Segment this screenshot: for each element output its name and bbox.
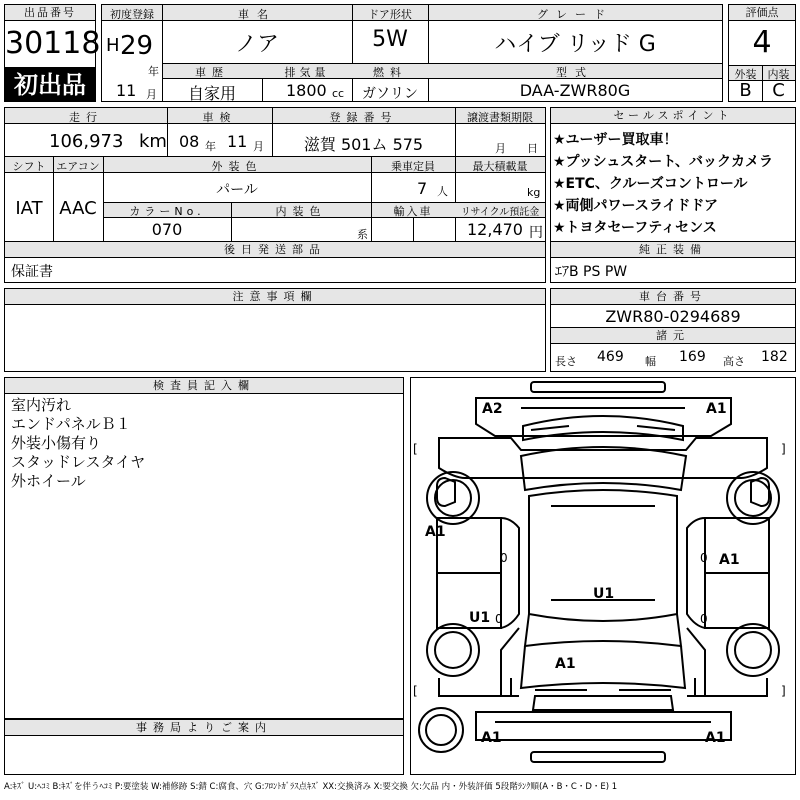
registration-number: 滋賀 501ム 575 <box>303 135 424 154</box>
door-label: ドア形状 <box>368 8 412 21</box>
width-label: 幅 <box>645 355 656 368</box>
damage-diagram <box>410 377 796 775</box>
capacity-unit: 人 <box>437 185 448 198</box>
recycle-label: リサイクル預託金 <box>460 207 540 218</box>
inspector-note: 室内汚れ <box>11 396 72 414</box>
grade: ハイブ リッド G <box>494 32 656 57</box>
capacity: 7 <box>417 179 428 198</box>
zero-marker: 0 <box>700 612 708 626</box>
office-guidance-box <box>4 719 404 775</box>
lot-number-box <box>4 4 101 68</box>
width: 169 <box>679 349 706 365</box>
door-type: 5W <box>372 27 408 52</box>
fuel: ガソリン <box>362 86 418 102</box>
exterior-grade: B <box>739 80 752 101</box>
inspector-notes-label: 検査員記入欄 <box>5 378 403 394</box>
displacement-label: 排気量 <box>284 66 330 79</box>
transfer-month-unit: 月 <box>495 142 506 155</box>
grade-label: グレード <box>537 8 613 21</box>
length-label: 長さ <box>555 355 577 368</box>
transfer-label: 譲渡書類期限 <box>467 111 533 124</box>
specs-label: 諸元 <box>551 328 795 344</box>
interior-color-label: 内装色 <box>275 205 327 218</box>
transfer-day-unit: 日 <box>527 142 538 155</box>
load-unit: kg <box>527 186 541 199</box>
history: 自家用 <box>187 84 236 103</box>
first-reg-label: 初度登録 <box>110 8 154 21</box>
vehicle-details-grid <box>4 107 546 243</box>
zero-marker: 0 <box>495 612 503 626</box>
load-label: 最大積載量 <box>472 160 528 173</box>
notes-box <box>4 288 546 372</box>
color-no-label: カラーNo. <box>129 205 205 218</box>
fuel-label: 燃料 <box>373 66 407 79</box>
interior-grade: C <box>772 80 785 101</box>
vehicle-header-grid <box>101 4 723 102</box>
first-reg-year: 29 <box>120 31 154 61</box>
exterior-label: 外装 <box>734 68 757 81</box>
import-label: 輸入車 <box>393 205 433 218</box>
exterior-color: パール <box>216 182 258 198</box>
damage-mark-u1: U1 <box>469 610 491 626</box>
sales-point-item: ★トヨタセーフティセンス <box>553 220 717 236</box>
color-label: 外装色 <box>211 160 263 173</box>
car-outline-diagram <box>411 378 795 774</box>
era: H <box>106 35 120 56</box>
inspection-month-unit: 月 <box>253 140 264 153</box>
height: 182 <box>761 349 788 365</box>
inspector-note: 外ホイール <box>11 472 86 490</box>
interior-label: 内装 <box>767 68 790 81</box>
inspector-notes-box <box>4 377 404 719</box>
first-listing-badge: 初出品 <box>4 68 96 102</box>
later-parts-box <box>4 241 546 283</box>
score: 4 <box>752 25 772 60</box>
displacement-unit: cc <box>332 87 345 100</box>
inspection-year-unit: 年 <box>205 140 216 153</box>
sales-point-item: ★プッシュスタート、バックカメラ <box>553 154 774 170</box>
car-name: ノア <box>234 32 279 57</box>
year-unit: 年 <box>148 65 159 78</box>
inspection-year: 08 <box>179 132 200 151</box>
interior-color-unit: 系 <box>357 228 368 241</box>
damage-mark-a2: A2 <box>482 401 503 417</box>
first-reg-month: 11 <box>116 81 137 100</box>
chassis-number: ZWR80-0294689 <box>605 307 741 326</box>
damage-mark-u1: U1 <box>593 586 615 602</box>
inspector-note: エンドパネルＢ１ <box>11 415 131 433</box>
sales-point-item: ★ETC、クルーズコントロール <box>553 176 748 192</box>
height-label: 高さ <box>723 355 745 368</box>
chassis-label: 車台番号 <box>551 289 795 305</box>
shift: IAT <box>15 198 43 219</box>
mileage: 106,973 <box>49 131 124 152</box>
displacement: 1800 <box>286 81 327 100</box>
damage-mark-a1: A1 <box>425 524 446 540</box>
recycle-fee: 12,470 <box>467 220 523 239</box>
zero-marker: 0 <box>700 551 708 565</box>
lot-number-label: 出品番号 <box>5 5 95 21</box>
damage-mark-a1: A1 <box>555 656 576 672</box>
inspector-note: スタッドレスタイヤ <box>11 453 146 471</box>
sales-points-box <box>550 107 796 243</box>
mileage-label: 走行 <box>69 111 103 124</box>
chassis-box <box>550 288 796 372</box>
later-parts-label: 後日発送部品 <box>5 242 545 258</box>
genuine-equipment-box <box>550 241 796 283</box>
ac-label: エアコン <box>56 160 100 173</box>
damage-mark-a1: A1 <box>481 730 502 746</box>
month-unit: 月 <box>146 88 157 101</box>
capacity-label: 乗車定員 <box>391 160 435 173</box>
bracket-marker: [ <box>413 684 418 698</box>
bracket-marker: ] <box>781 684 786 698</box>
later-parts-value: 保証書 <box>11 264 53 280</box>
bracket-marker: ] <box>781 442 786 456</box>
office-guidance-label: 事務局よりご案内 <box>5 720 403 736</box>
inspection-month: 11 <box>227 132 248 151</box>
length: 469 <box>597 349 624 365</box>
damage-mark-a1: A1 <box>719 552 740 568</box>
sales-point-item: ★両側パワースライドドア <box>553 198 719 214</box>
model: DAA-ZWR80G <box>519 81 631 100</box>
score-box <box>728 4 796 102</box>
genuine-equipment-label: 純正装備 <box>551 242 795 258</box>
score-label: 評価点 <box>729 5 795 21</box>
notes-label: 注意事項欄 <box>5 289 545 305</box>
color-number: 070 <box>151 220 183 239</box>
sales-point-item: ★ユーザー買取車！ <box>553 132 678 148</box>
reg-label: 登録番号 <box>329 111 398 124</box>
damage-legend: A:ｷｽﾞ U:ﾍｺﾐ B:ｷｽﾞを伴うﾍｺﾐ P:要塗装 W:補修跡 S:錆 C:腐食、穴 G:ﾌﾛﾝﾄｶﾞﾗｽ点ｷｽﾞ XX:交換済み X:要交換 欠:欠品 内・外装評価 5段階ﾗﾝｸ順(A・B・C・D・E) 1 <box>4 782 618 792</box>
history-label: 車歴 <box>195 66 229 79</box>
mileage-unit: km <box>139 131 167 152</box>
car-name-label: 車名 <box>238 8 276 21</box>
shift-label: シフト <box>12 160 46 173</box>
lot-number: 30118 <box>5 26 101 61</box>
sales-points-label: セールスポイント <box>551 108 795 124</box>
recycle-unit: 円 <box>529 225 543 241</box>
inspector-note: 外装小傷有り <box>11 434 102 452</box>
genuine-equipment-value: ｴｱB PS PW <box>555 264 628 280</box>
inspection-label: 車検 <box>202 111 237 124</box>
air-conditioner: AAC <box>59 198 97 219</box>
bracket-marker: [ <box>413 442 418 456</box>
model-label: 型式 <box>556 66 594 79</box>
damage-mark-a1: A1 <box>706 401 727 417</box>
zero-marker: 0 <box>500 551 508 565</box>
damage-mark-a1: A1 <box>705 730 726 746</box>
